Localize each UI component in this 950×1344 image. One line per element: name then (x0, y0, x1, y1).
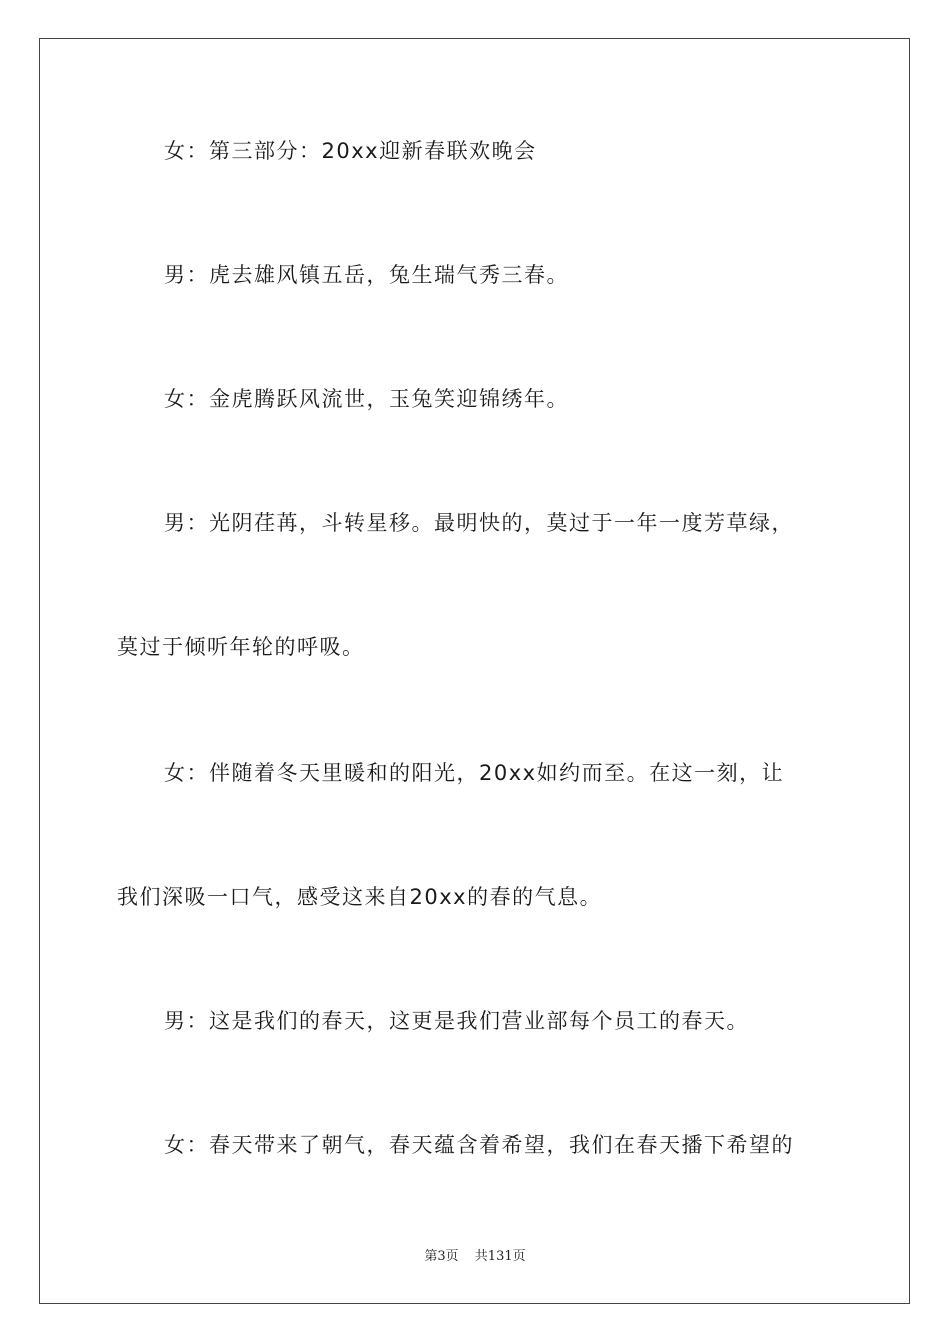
page-footer (0, 1248, 950, 1266)
paragraph-line-7: 我们深吸一口气，感受这来自20xx的春的气息。 (117, 885, 603, 909)
paragraph-line-1: 女：第三部分：20xx迎新春联欢晚会 (164, 139, 537, 163)
paragraph-line-6: 女：伴随着冬天里暖和的阳光，20xx如约而至。在这一刻，让 (164, 761, 785, 785)
paragraph-line-2: 男：虎去雄风镇五岳，兔生瑞气秀三春。 (164, 263, 569, 287)
paragraph-line-9: 女：春天带来了朝气，春天蕴含着希望，我们在春天播下希望的 (164, 1133, 794, 1157)
paragraph-line-3: 女：金虎腾跃风流世，玉兔笑迎锦绣年。 (164, 387, 569, 411)
paragraph-line-8: 男：这是我们的春天，这更是我们营业部每个员工的春天。 (164, 1009, 749, 1033)
paragraph-line-4: 男：光阴荏苒，斗转星移。最明快的，莫过于一年一度芳草绿， (164, 511, 794, 535)
page-border (39, 38, 910, 1304)
page-number: 第3页 (424, 1249, 459, 1264)
total-pages: 共131页 (474, 1249, 526, 1264)
paragraph-line-5: 莫过于倾听年轮的呼吸。 (117, 635, 365, 659)
